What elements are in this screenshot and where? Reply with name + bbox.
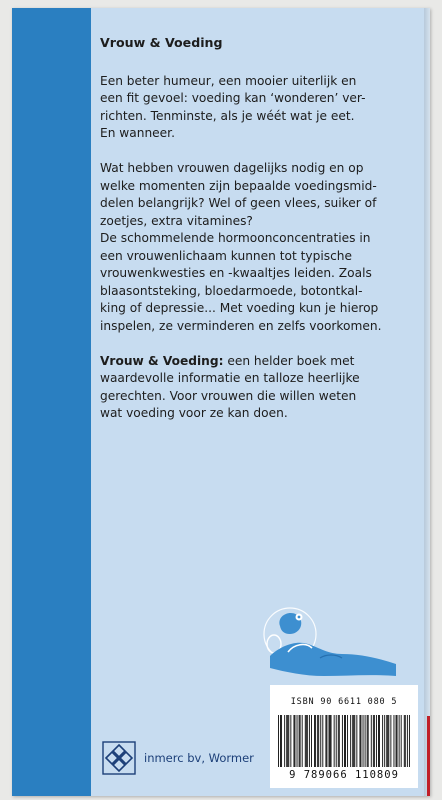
cover-edge (424, 8, 430, 796)
blurb (100, 34, 405, 423)
text-line: welke momenten zijn bepaalde voedingsmid- (100, 178, 377, 193)
text-line: Wat hebben vrouwen dagelijks nodig en op (100, 161, 364, 175)
text-line: Een beter humeur, een mooier uiterlijk en (100, 73, 357, 88)
publisher-logo-icon (102, 741, 136, 775)
closing-title: Vrouw & Voeding: (100, 353, 224, 368)
isbn-label: ISBN 90 6611 080 5 (290, 697, 398, 707)
text-line: zoetjes, extra vitamines? (100, 213, 253, 228)
text-line: blaasontsteking, bloedarmoede, botontkal- (100, 283, 363, 298)
barcode-digits: 9 789066 110809 (289, 769, 399, 781)
book-title: Vrouw & Voeding (100, 35, 223, 50)
paragraph-body (100, 160, 405, 335)
text-line: De schommelende hormoonconcentraties in (100, 231, 371, 245)
text-line: waardevolle informatie en talloze heerlijke (100, 371, 360, 385)
paragraph-intro (100, 73, 405, 143)
publisher-name: inmerc bv, Wormer (144, 751, 254, 765)
barcode-icon (278, 715, 410, 767)
text-line: En wanneer. (100, 126, 175, 140)
reclining-woman-illustration (250, 604, 400, 694)
publisher-block (102, 740, 254, 776)
text-line: richten. Tenminste, als je wéét wat je eet. (100, 108, 355, 123)
paragraph-closing (100, 353, 405, 423)
blue-spine-stripe (12, 8, 91, 796)
text-line: een fit gevoel: voeding kan ‘wonderen’ ver- (100, 91, 366, 105)
text-line: vrouwenkwesties en -kwaaltjes leiden. Zoals (100, 266, 372, 280)
text-line: king of depressie... Met voeding kun je hierop (100, 301, 379, 315)
text-line: gerechten. Voor vrouwen die willen weten (100, 388, 357, 403)
text-line: een vrouwenlichaam kunnen tot typische (100, 248, 353, 263)
barcode-panel (270, 685, 418, 788)
text-line: delen belangrijk? Wel of geen vlees, suiker of (100, 196, 377, 210)
text-line: een helder boek met (223, 353, 355, 368)
text-line: inspelen, ze verminderen en zelfs voorkomen. (100, 318, 382, 333)
text-line: wat voeding voor ze kan doen. (100, 406, 288, 420)
